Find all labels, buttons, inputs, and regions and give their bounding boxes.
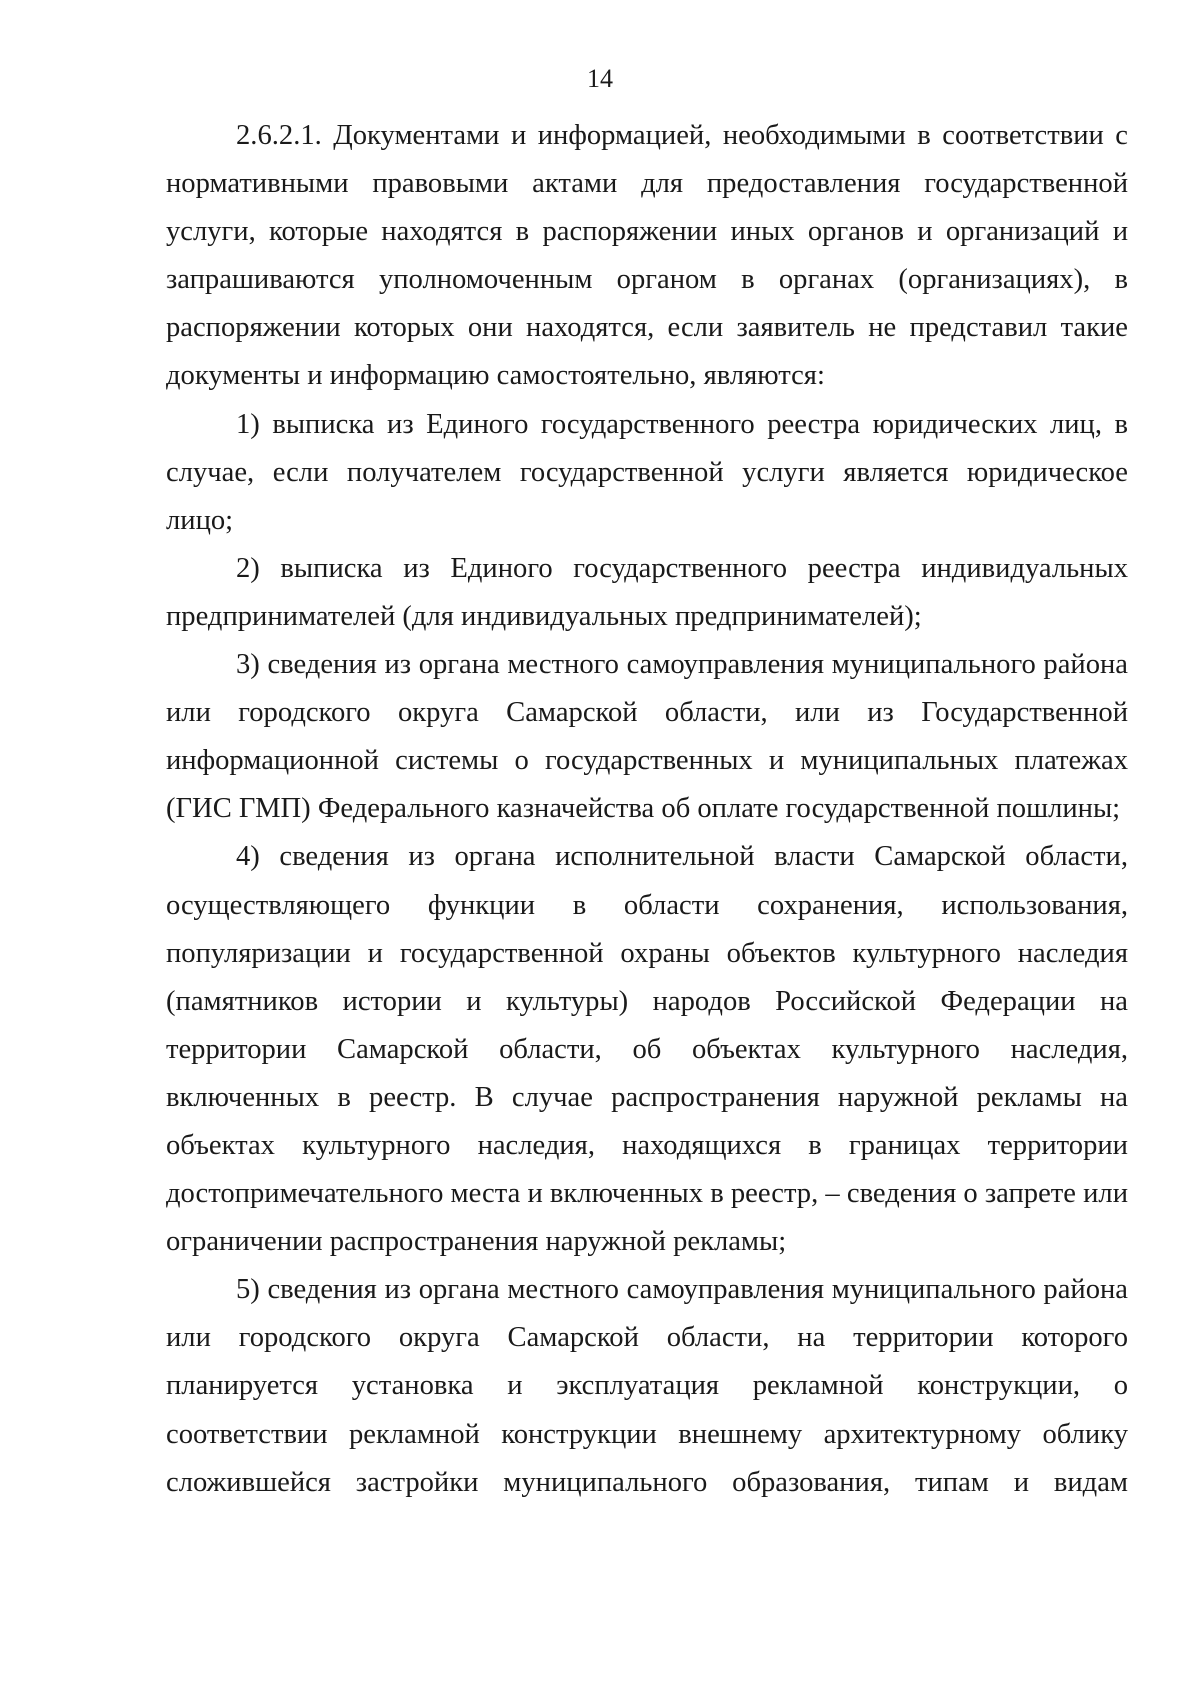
list-item-3: 3) сведения из органа местного самоуправления муниципального района или городского округа Самарской области, или из Государственной информационной системы о государственных и муниципальных платежах (ГИС ГМП) Федерального казначейства об оплате государственной пошлины; (166, 649, 1128, 825)
paragraph-2-6-2-1: 2.6.2.1. Документами и информацией, необходимыми в соответствии с нормативными правовыми актами для предоставления государственной услуги, которые находятся в распоряжении иных органов и организаций и запрашиваются уполномоченным органом в органах (организациях), в распоряжении которых они находятся, если заявитель не представил такие документы и информацию самостоятельно, являются: (166, 120, 1128, 392)
document-body (166, 112, 1128, 1507)
list-item-4: 4) сведения из органа исполнительной власти Самарской области, осуществляющего функции в области сохранения, использования, популяризации и государственной охраны объектов культурного наследия (памятников истории и культуры) народов Российской Федерации на территории Самарской области, об объектах культурного наследия, включенных в реестр. В случае распространения наружной рекламы на объектах культурного наследия, находящихся в границах территории достопримечательного места и включенных в реестр, – сведения о запрете или ограничении распространения наружной рекламы; (166, 841, 1128, 1258)
list-item-1: 1) выписка из Единого государственного реестра юридических лиц, в случае, если получателем государственной услуги является юридическое лицо; (166, 408, 1128, 536)
list-item-5: 5) сведения из органа местного самоуправления муниципального района или городского округа Самарской области, на территории которого планируется установка и эксплуатация рекламной конструкции, о соответствии рекламной конструкции внешнему архитектурному облику сложившейся застройки муниципального образования, типам и видам (166, 1274, 1128, 1498)
list-item-2: 2) выписка из Единого государственного реестра индивидуальных предпринимателей (для индивидуальных предпринимателей); (166, 552, 1128, 632)
page-number: 14 (587, 64, 613, 93)
